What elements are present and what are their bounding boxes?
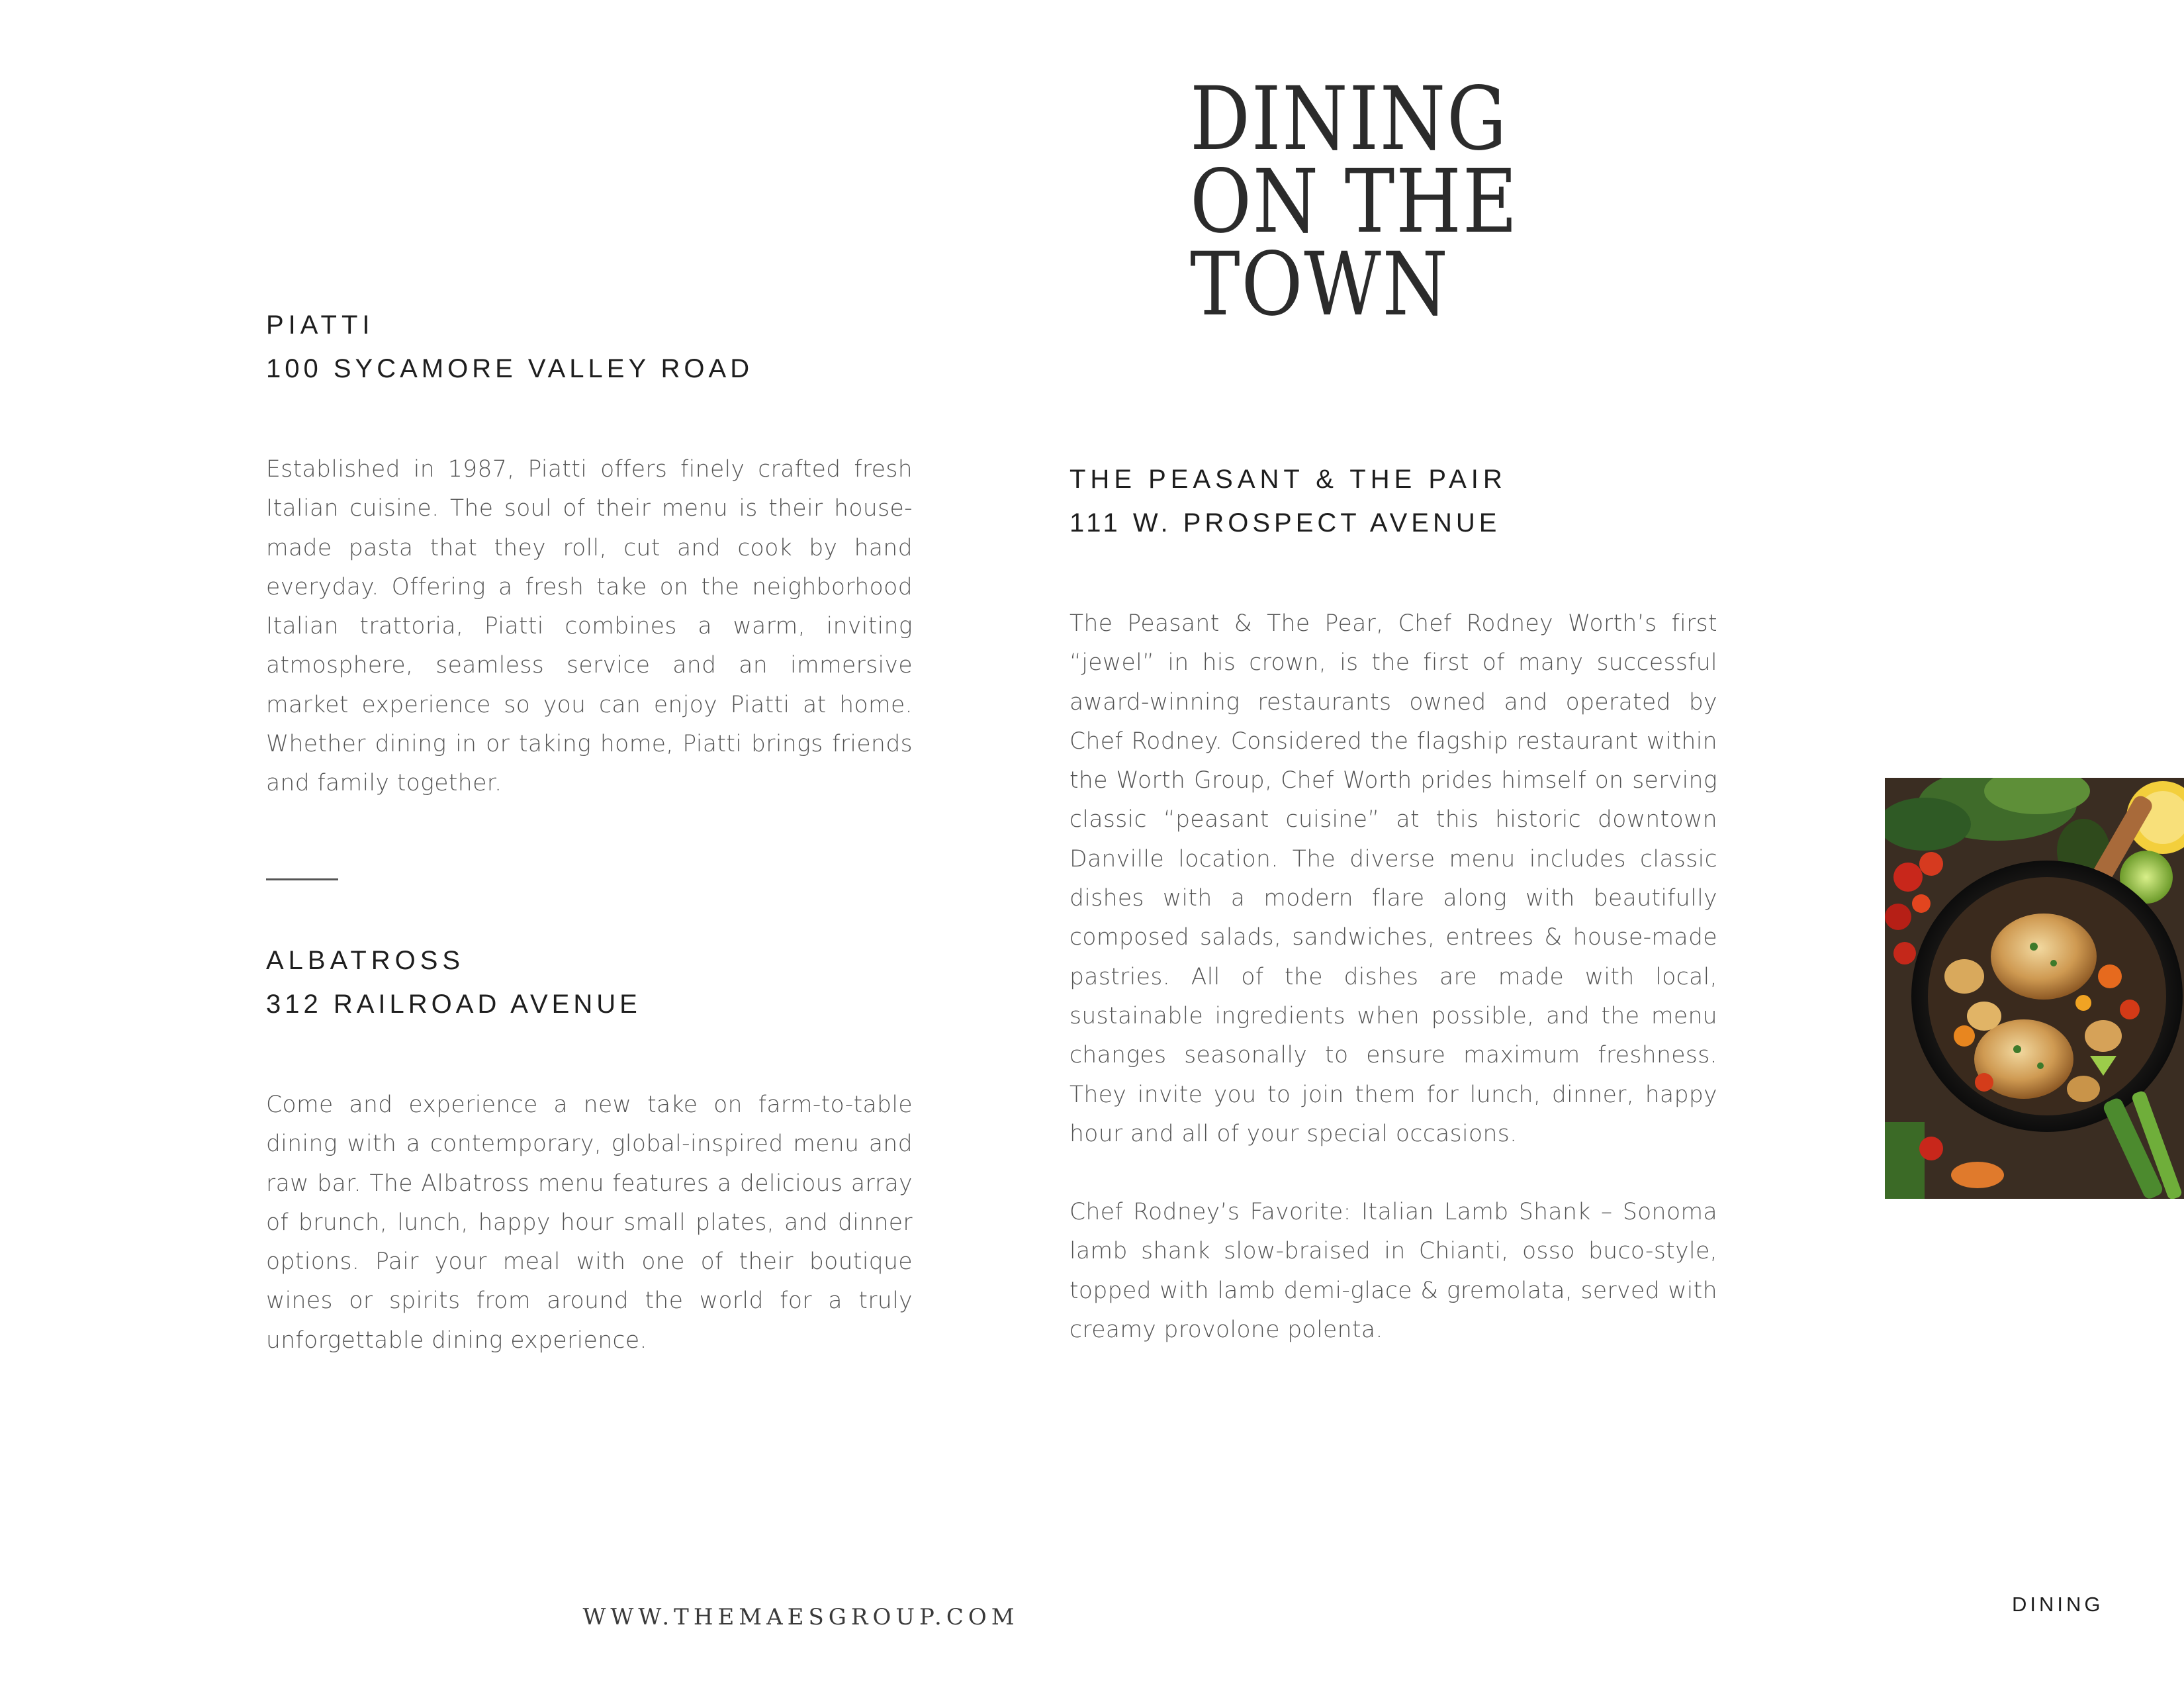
section-divider xyxy=(266,878,338,880)
restaurant-description: Established in 1987, Piatti offers finely crafted fresh Italian cuisine. The soul of their menu is their house-made pasta that they roll, cut and cook by hand everyday. Offering a fresh take on the neighborhood Italian trattoria, Piatti combines a warm, inviting atmosphere, seamless service and an immersive market experience so you can enjoy Piatti at home. Whether dining in or taking home, Piatti brings friends and family together. xyxy=(266,456,913,797)
food-photo-skillet-icon xyxy=(1885,778,2184,1199)
restaurant-peasant-and-pair xyxy=(1069,457,1717,1350)
restaurant-name: PIATTI xyxy=(266,310,375,340)
page-title-line: ON THE xyxy=(1190,151,1519,253)
restaurant-description: Come and experience a new take on farm-to-table dining with a contemporary, global-inspired menu and raw bar. The Albatross menu features a delicious array of brunch, lunch, happy hour small plates, and dinner options. Pair your meal with one of their boutique wines or spirits from around the world for a truly unforgettable dining experience. xyxy=(266,1092,913,1354)
page-title-line: TOWN xyxy=(1190,234,1449,336)
food-photo xyxy=(1885,778,2184,1199)
restaurant-name: ALBATROSS xyxy=(266,946,465,975)
restaurant-address: 312 RAILROAD AVENUE xyxy=(266,990,641,1019)
restaurant-address: 111 W. PROSPECT AVENUE xyxy=(1069,508,1501,538)
restaurant-description: The Peasant & The Pear, Chef Rodney Worth’s first “jewel” in his crown, is the first of many successful award-winning restaurants owned and operated by Chef Rodney. Considered the flagship restaurant within the Worth Group, Chef Worth prides himself on serving classic “peasant cuisine” at this historic downtown Danville location. The diverse menu includes classic dishes with a modern flare along with beautifully composed salads, sandwiches, entrees & house-made pastries. All of the dishes are made with local, sustainable ingredients when possible, and the menu changes seasonally to ensure maximum freshness. They invite you to join them for lunch, dinner, happy hour and all of your special occasions. xyxy=(1069,610,1717,1147)
chef-favorite: Chef Rodney’s Favorite: Italian Lamb Shank – Sonoma lamb shank slow-braised in Chianti, osso buco-style, topped with lamb demi-glace & gremolata, served with creamy provolone polenta. xyxy=(1069,1199,1717,1344)
section-label: DINING xyxy=(2012,1593,2104,1616)
page-title xyxy=(1190,68,1519,336)
restaurant-name: THE PEASANT & THE PAIR xyxy=(1069,465,1507,494)
page-title-line: DINING xyxy=(1190,68,1508,170)
restaurant-piatti xyxy=(266,303,913,804)
restaurant-albatross xyxy=(266,939,913,1360)
restaurant-address: 100 SYCAMORE VALLEY ROAD xyxy=(266,354,754,383)
website-url: WWW.THEMAESGROUP.COM xyxy=(582,1604,1019,1630)
